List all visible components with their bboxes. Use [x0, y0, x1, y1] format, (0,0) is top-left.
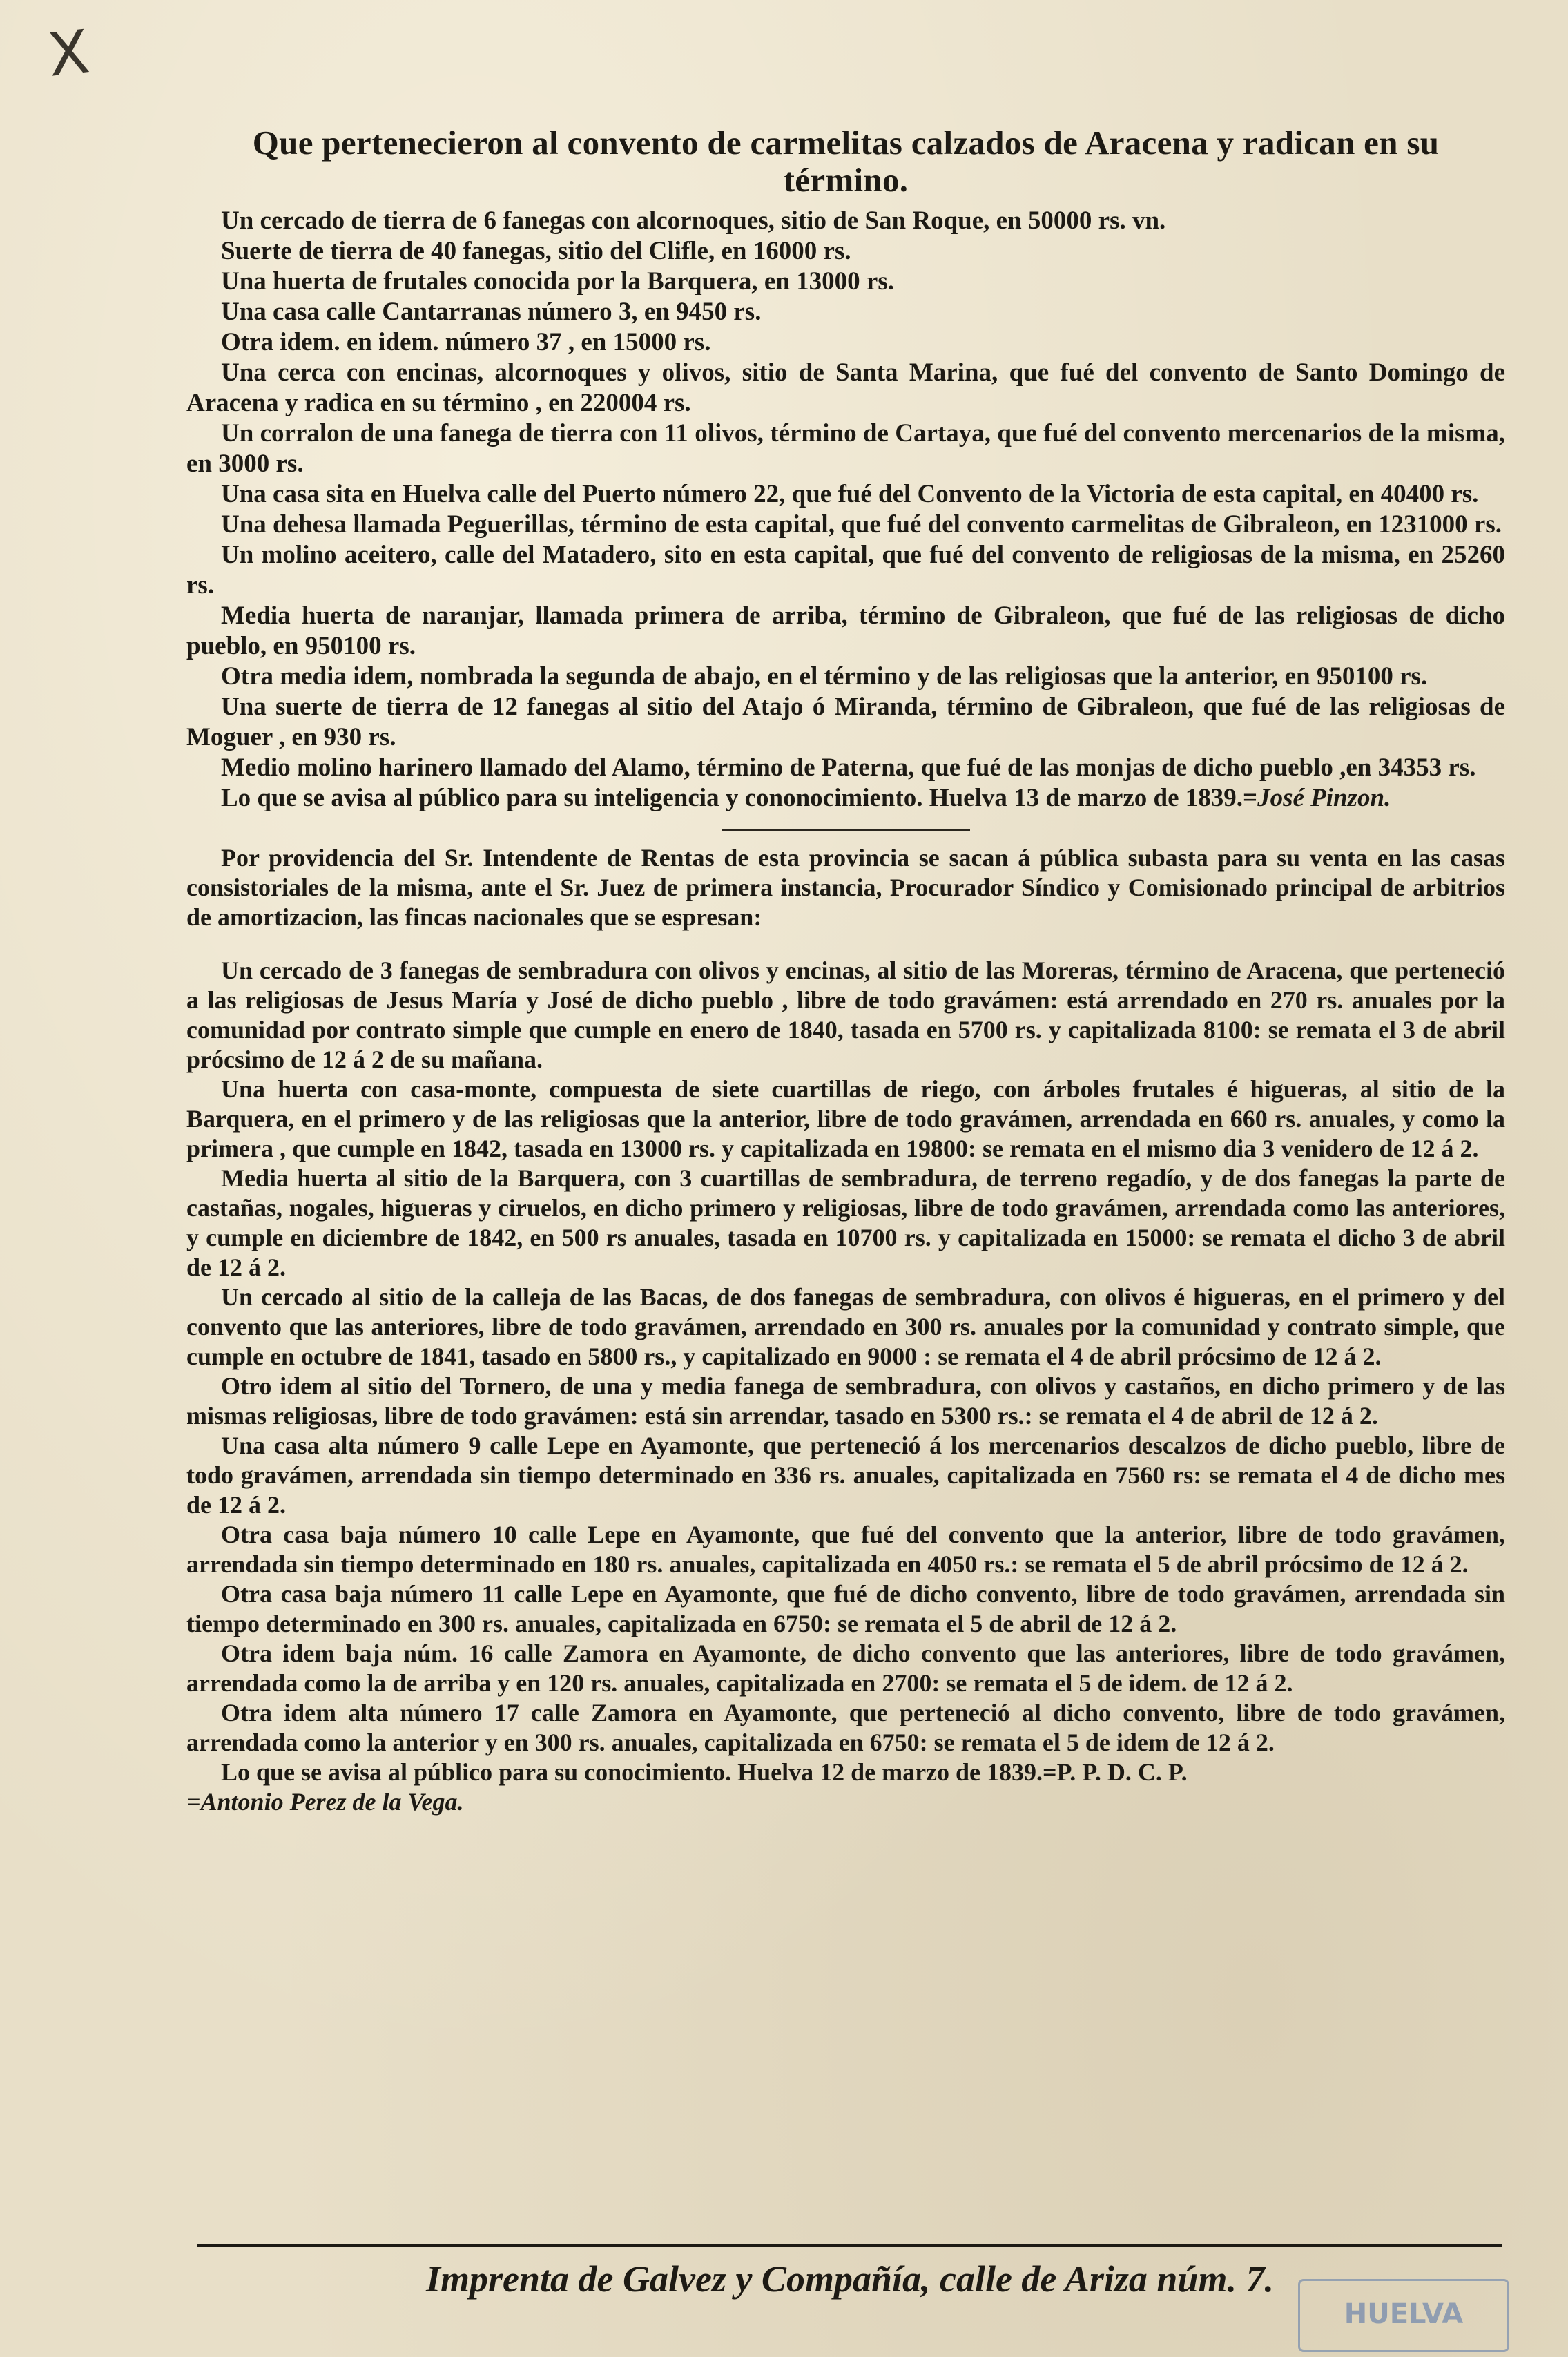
list-item: Otra idem alta número 17 calle Zamora en Ayamonte, que perteneció al dicho convento, libre de todo gravámen, arrendada como la anterior y en 300 rs. anuales, capitalizada en 6750: se remata el 5 de idem de 12 á 2.	[186, 1699, 1505, 1756]
signature: =Antonio Perez de la Vega.	[186, 1788, 464, 1816]
list-item: Otro idem al sitio del Tornero, de una y media fanega de sembradura, con olivos y castaños, en dicho primero y de las mismas religiosas, libre de todo gravámen: está sin arrendar, tasado en 5300 rs.: se remata el 4 de abril de 12 á 2.	[186, 1372, 1505, 1430]
list-item: Suerte de tierra de 40 fanegas, sitio del Clifle, en 16000 rs.	[221, 237, 851, 265]
closing-text: Lo que se avisa al público para su conocimiento. Huelva 12 de marzo de 1839.=P. P. D. C. P.	[221, 1758, 1188, 1786]
list-item: Una casa calle Cantarranas número 3, en 9450 rs.	[221, 298, 762, 326]
list-item: Una casa alta número 9 calle Lepe en Ayamonte, que perteneció á los mercenarios descalzos de dicho pueblo, libre de todo gravámen, arrendada sin tiempo determinado en 336 rs. anuales, capitalizada en 7560 rs: se remata el 4 de dicho mes de 12 á 2.	[186, 1432, 1505, 1519]
list-item: Un cercado de tierra de 6 fanegas con alcornoques, sitio de San Roque, en 50000 rs. vn.	[221, 206, 1166, 235]
list-item: Una cerca con encinas, alcornoques y olivos, sitio de Santa Marina, que fué del convento de Santo Domingo de Aracena y radica en su término , en 220004 rs.	[186, 358, 1505, 417]
list-item: Una casa sita en Huelva calle del Puerto número 22, que fué del Convento de la Victoria de esta capital, en 40400 rs.	[221, 480, 1479, 508]
list-item: Media huerta al sitio de la Barquera, con 3 cuartillas de sembradura, de terreno regadío, y de dos fanegas la parte de castañas, nogales, higueras y ciruelos, en dicho primero y religiosas, libre de todo gravámen, arrendada como las anteriores, y cumple en diciembre de 1842, en 500 rs anuales, tasada en 10700 rs. y capitalizada en 15000: se remata el dicho 3 de abril de 12 á 2.	[186, 1164, 1505, 1281]
list-item: Un cercado al sitio de la calleja de las Bacas, de dos fanegas de sembradura, con olivos é higueras, en el primero y del convento que las anteriores, libre de todo gravámen, arrendado en 300 rs. anuales por la comunidad y contrato simple, que cumple en octubre de 1841, tasado en 5800 rs., y capitalizado en 9000 : se remata el 4 de abril prócsimo de 12 á 2.	[186, 1283, 1505, 1370]
list-item: Otra casa baja número 11 calle Lepe en Ayamonte, que fué de dicho convento, libre de todo gravámen, arrendada sin tiempo determinado en 300 rs. anuales, capitalizada en 6750: se remata el 5 de abril de 12 á 2.	[186, 1580, 1505, 1637]
margin-handwritten-mark: X	[44, 17, 93, 90]
list-item: Un molino aceitero, calle del Matadero, sito en esta capital, que fué del convento de religiosas de la misma, en 25260 rs.	[186, 541, 1505, 599]
section1-list	[186, 206, 1505, 814]
list-item: Una suerte de tierra de 12 fanegas al sitio del Atajo ó Miranda, término de Gibraleon, que fué de las religiosas de Moguer , en 930 rs.	[186, 693, 1505, 751]
section1-heading: Que pertenecieron al convento de carmelitas calzados de Aracena y radican en su término.	[252, 124, 1440, 199]
list-item: Una dehesa llamada Peguerillas, término de esta capital, que fué del convento carmelitas de Gibraleon, en 1231000 rs.	[221, 510, 1502, 539]
list-item: Media huerta de naranjar, llamada primera de arriba, término de Gibraleon, que fué de las religiosas de dicho pueblo, en 950100 rs.	[186, 602, 1505, 660]
closing-text: Lo que se avisa al público para su inteligencia y cononocimiento. Huelva 13 de marzo de 1839.=	[221, 784, 1258, 812]
list-item: Medio molino harinero llamado del Alamo, término de Paterna, que fué de las monjas de dicho pueblo ,en 34353 rs.	[221, 753, 1476, 782]
section2-list	[186, 956, 1505, 1817]
footer-rule	[197, 2244, 1502, 2247]
section-divider	[722, 829, 970, 831]
list-item: Un cercado de 3 fanegas de sembradura con olivos y encinas, al sitio de las Moreras, término de Aracena, que perteneció a las religiosas de Jesus María y José de dicho pueblo , libre de todo gravámen: está arrendado en 270 rs. anuales por la comunidad por contrato simple que cumple en enero de 1840, tasada en 5700 rs. y capitalizada 8100: se remata el 3 de abril prócsimo de 12 á 2 de su mañana.	[186, 956, 1505, 1073]
spacer	[186, 932, 1505, 956]
list-item: Otra idem. en idem. número 37 , en 15000 rs.	[221, 328, 711, 356]
list-item: Otra casa baja número 10 calle Lepe en Ayamonte, que fué del convento que la anterior, libre de todo gravámen, arrendada sin tiempo determinado en 180 rs. anuales, capitalizada en 4050 rs.: se remata el 5 de abril prócsimo de 12 á 2.	[186, 1521, 1505, 1578]
signature: José Pinzon.	[1257, 784, 1391, 812]
list-item: Una huerta con casa-monte, compuesta de siete cuartillas de riego, con árboles frutales é higueras, al sitio de la Barquera, en el primero y de las religiosas que la anterior, libre de todo gravámen, arrendada en 660 rs. anuales, y como la primera , que cumple en 1842, tasada en 13000 rs. y capitalizada en 19800: se remata en el mismo dia 3 venidero de 12 á 2.	[186, 1075, 1505, 1162]
section2-intro: Por providencia del Sr. Intendente de Rentas de esta provincia se sacan á pública subasta para su venta en las casas consistoriales de la misma, ante el Sr. Juez de primera instancia, Procurador Síndico y Comisionado principal de arbitrios de amortizacion, las fincas nacionales que se espresan:	[186, 844, 1505, 931]
section2-closing	[186, 1758, 1505, 1817]
list-item: Una huerta de frutales conocida por la Barquera, en 13000 rs.	[221, 267, 895, 296]
library-stamp: HUELVA	[1298, 2279, 1509, 2352]
section1-closing	[186, 783, 1505, 814]
list-item: Otra idem baja núm. 16 calle Zamora en Ayamonte, de dicho convento que las anteriores, libre de todo gravámen, arrendada como la de arriba y en 120 rs. anuales, capitalizada en 2700: se remata el 5 de idem. de 12 á 2.	[186, 1639, 1505, 1697]
list-item: Otra media idem, nombrada la segunda de abajo, en el término y de las religiosas que la anterior, en 950100 rs.	[221, 662, 1428, 691]
list-item: Un corralon de una fanega de tierra con 11 olivos, término de Cartaya, que fué del convento mercenarios de la misma, en 3000 rs.	[186, 419, 1505, 478]
document-body	[186, 124, 1505, 1817]
printer-imprint: Imprenta de Galvez y Compañía, calle de Ariza núm. 7.	[426, 2258, 1274, 2300]
